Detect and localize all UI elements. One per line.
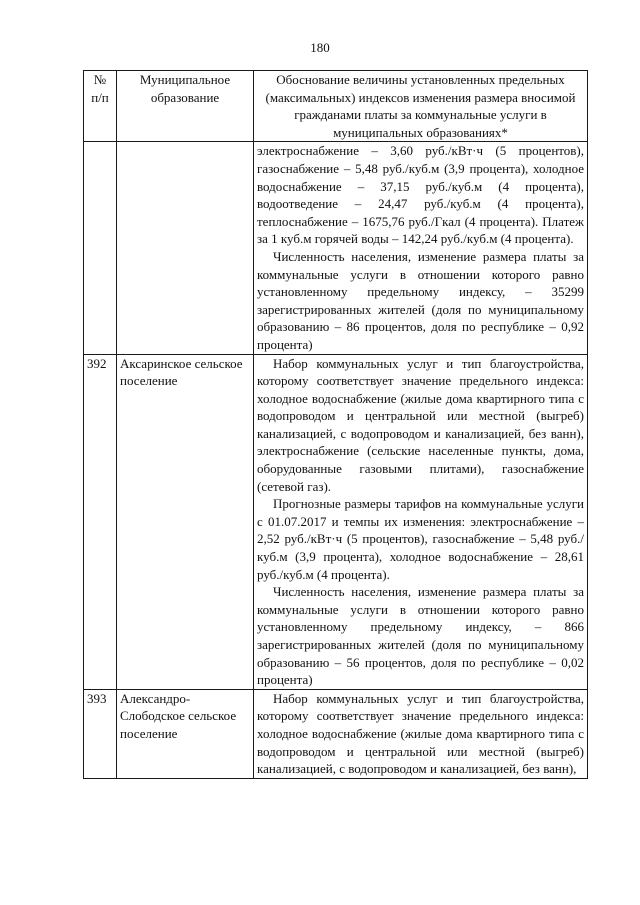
tariff-table xyxy=(83,70,588,779)
row-municipality: Александро-Слободское сельское поселение xyxy=(117,689,254,778)
justification-paragraph: Прогнозные размеры тарифов на коммунальные услуги с 01.07.2017 и темпы их изменения: электроснабжение – 2,52 руб./кВт·ч (5 процентов), газоснабжение – 5,48 руб./куб.м (3,9 процента), холодное водоснабжение – 28,61 руб./куб.м (4 процента). xyxy=(257,496,584,582)
row-justification xyxy=(254,689,588,778)
row-municipality: Аксаринское сельское поселение xyxy=(117,354,254,689)
justification-paragraph: Численность населения, изменение размера платы за коммунальные услуги в отношении которого равно установленному предельному индексу, – 866 зарегистрированных жителей (доля по муниципальному образованию – 56 процентов, доля по республике – 0,02 процента) xyxy=(257,584,584,688)
table-row xyxy=(84,689,588,778)
table-row xyxy=(84,142,588,354)
row-num: 393 xyxy=(84,689,117,778)
row-justification xyxy=(254,354,588,689)
justification-paragraph: Численность населения, изменение размера платы за коммунальные услуги в отношении которого равно установленному предельному индексу, – 35299 зарегистрированных жителей (доля по муниципальному образованию – 86 процентов, доля по республике – 0,92 процента) xyxy=(257,248,584,352)
table-header-row xyxy=(84,71,588,142)
row-num xyxy=(84,142,117,354)
header-justification: Обоснование величины установленных предельных (максимальных) индексов изменения размера вносимой гражданами платы за коммунальные услуги в муниципальных образованиях* xyxy=(254,71,588,142)
justification-paragraph: Набор коммунальных услуг и тип благоустройства, которому соответствует значение предельного индекса: холодное водоснабжение (жилые дома квартирного типа с водопроводом и центральной или местной (выгреб) канализацией, с водопроводом и канализацией, без ванн), электроснабжение (сельские населенные пункты, дома, оборудованные газовыми плитами), газоснабжение (сетевой газ). xyxy=(257,355,584,494)
row-justification xyxy=(254,142,588,354)
page-number: 180 xyxy=(310,40,330,55)
justification-paragraph: Набор коммунальных услуг и тип благоустройства, которому соответствует значение предельного индекса: холодное водоснабжение (жилые дома квартирного типа с водопроводом и центральной или местной (выгреб) канализацией, с водопроводом и канализацией, без ванн), xyxy=(257,690,584,777)
row-municipality xyxy=(117,142,254,354)
header-num: № п/п xyxy=(84,71,117,142)
table-row xyxy=(84,354,588,689)
justification-paragraph: электроснабжение – 3,60 руб./кВт·ч (5 процентов), газоснабжение – 5,48 руб./куб.м (3,9 процента), холодное водоснабжение – 37,15 руб./куб.м (4 процента), водоотведение – 24,47 руб./куб.м (4 процента), теплоснабжение – 1675,76 руб./Гкал (4 процента). Платеж за 1 куб.м горячей воды – 142,24 руб./куб.м (4 процента). xyxy=(257,143,584,247)
header-municipality: Муниципальное образование xyxy=(117,71,254,142)
row-num: 392 xyxy=(84,354,117,689)
